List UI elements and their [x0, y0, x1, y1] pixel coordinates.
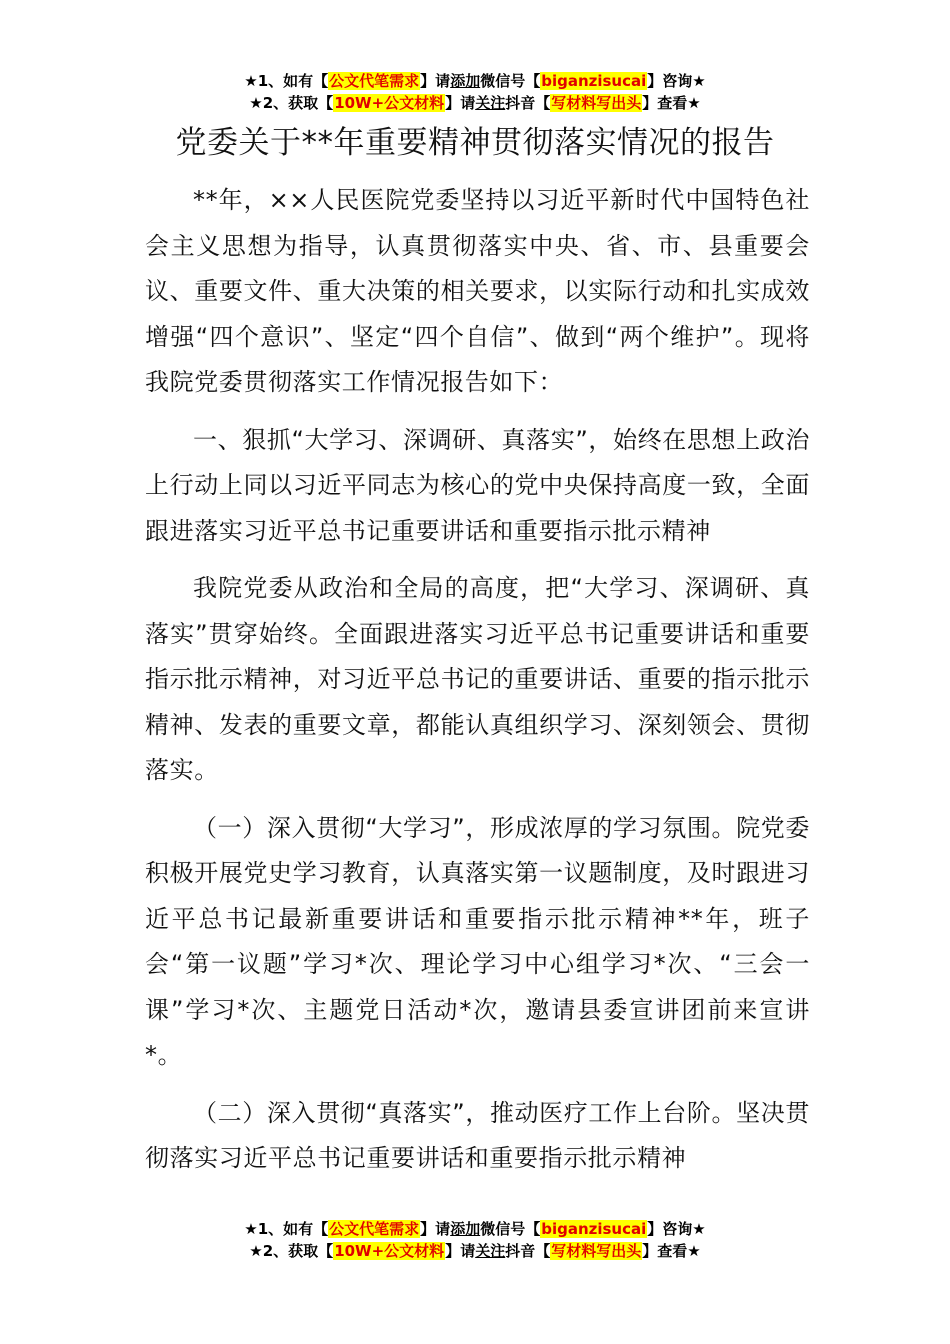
highlight-service: 公文代笔需求 — [329, 72, 420, 90]
highlight-materials: 10W+公文材料 — [334, 1242, 445, 1260]
star-icon: ★ — [244, 1220, 258, 1238]
highlight-wechat-id: biganzisucai — [541, 1220, 647, 1238]
highlight-douyin: 写材料写出头 — [551, 94, 642, 112]
promo-banner-top — [0, 70, 950, 114]
highlight-materials: 10W+公文材料 — [334, 94, 445, 112]
paragraph-intro: **年，××人民医院党委坚持以习近平新时代中国特色社会主义思想为指导，认真贯彻落实中央、省、市、县重要会议、重要文件、重大决策的相关要求，以实际行动和扎实成效增强“四个意识”、坚定“四个自信”、做到“两个维护”。现将我院党委贯彻落实工作情况报告如下： — [145, 186, 810, 396]
paragraph-subheading-1: （一）深入贯彻“大学习”，形成浓厚的学习氛围。院党委积极开展党史学习教育，认真落实第一议题制度，及时跟进习近平总书记最新重要讲话和重要指示批示精神**年，班子会“第一议题”学习*次、理论学习中心组学习*次、“三会一课”学习*次、主题党日活动*次，邀请县委宣讲团前来宣讲*。 — [145, 813, 810, 1069]
highlight-service: 公文代笔需求 — [329, 1220, 420, 1238]
star-icon: ★ — [249, 94, 263, 112]
highlight-wechat-id: biganzisucai — [541, 72, 647, 90]
promo-banner-bottom — [0, 1218, 950, 1262]
promo-line-1: ★1、如有【公文代笔需求】请添加微信号【biganzisucai】咨询★ — [244, 1220, 706, 1238]
promo-line-1: ★1、如有【公文代笔需求】请添加微信号【biganzisucai】咨询★ — [244, 72, 706, 90]
star-icon: ★ — [244, 72, 258, 90]
highlight-douyin: 写材料写出头 — [551, 1242, 642, 1260]
paragraph-body-1: 我院党委从政治和全局的高度，把“大学习、深调研、真落实”贯穿始终。全面跟进落实习近平总书记重要讲话和重要指示批示精神，对习近平总书记的重要讲话、重要的指示批示精神、发表的重要文章，都能认真组织学习、深刻领会、贯彻落实。 — [145, 574, 810, 784]
promo-line-2: ★2、获取【10W+公文材料】请关注抖音【写材料写出头】查看★ — [249, 1242, 701, 1260]
document-body — [145, 178, 810, 1182]
paragraph-heading-1: 一、狠抓“大学习、深调研、真落实”，始终在思想上政治上行动上同以习近平同志为核心的党中央保持高度一致，全面跟进落实习近平总书记重要讲话和重要指示批示精神 — [145, 425, 810, 545]
star-icon: ★ — [249, 1242, 263, 1260]
promo-line-2: ★2、获取【10W+公文材料】请关注抖音【写材料写出头】查看★ — [249, 94, 701, 112]
document-title: 党委关于**年重要精神贯彻落实情况的报告 — [175, 125, 775, 161]
paragraph-subheading-2: （二）深入贯彻“真落实”，推动医疗工作上台阶。坚决贯彻落实习近平总书记重要讲话和重要指示批示精神 — [145, 1098, 810, 1172]
